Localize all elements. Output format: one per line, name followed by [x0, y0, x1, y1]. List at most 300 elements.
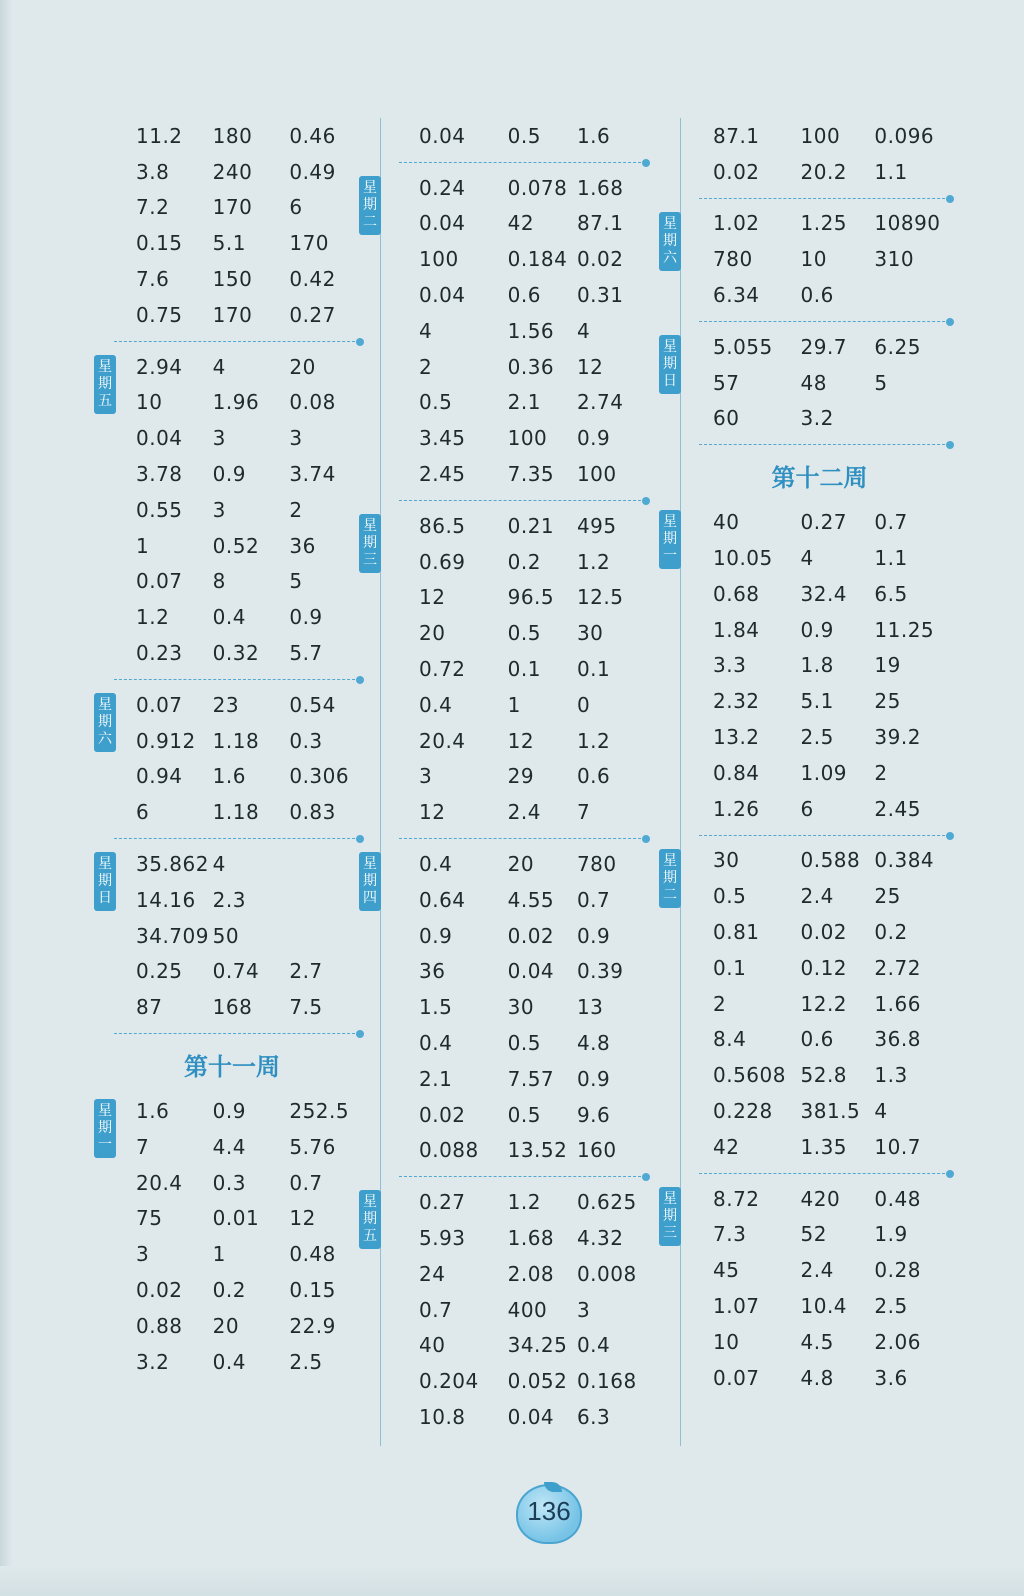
answer-value: 100 — [507, 426, 548, 451]
answer-value: 23 — [212, 692, 240, 717]
answer-value: 6.34 — [713, 283, 760, 308]
answer-value: 1 — [136, 533, 150, 558]
answer-value: 0.2 — [212, 1278, 246, 1302]
answer-value: 180 — [212, 123, 253, 148]
answer-value: 3.74 — [289, 462, 336, 487]
answer-column-3 — [663, 118, 958, 1446]
answer-value: 1 — [212, 1242, 226, 1267]
answer-value: 30 — [576, 621, 604, 646]
answer-value: 0.08 — [289, 390, 336, 415]
answer-row — [96, 954, 368, 990]
answer-value: 3 — [419, 764, 433, 789]
answer-value: 0.5 — [419, 390, 453, 415]
answer-value: 2.06 — [874, 1329, 921, 1354]
answer-value: 0.2 — [874, 920, 908, 945]
answer-value: 60 — [713, 406, 740, 431]
answer-value: 0.64 — [419, 887, 466, 912]
answer-row — [381, 544, 654, 580]
answer-value: 2.5 — [800, 725, 834, 750]
answer-value: 42 — [507, 211, 535, 236]
weekday-tag: 星 期 三 — [359, 514, 381, 573]
answer-row — [96, 846, 368, 882]
answer-value: 1.26 — [713, 796, 760, 821]
weekday-tag: 星 期 日 — [94, 852, 116, 911]
answer-value: 0.23 — [136, 641, 183, 666]
answer-value: 0.7 — [874, 510, 908, 535]
answer-value: 150 — [212, 267, 253, 292]
answer-value: 4 — [800, 546, 814, 571]
answer-value: 7.2 — [136, 195, 170, 220]
answer-row — [681, 755, 958, 791]
answer-value: 0.9 — [212, 462, 246, 487]
answer-value: 7.5 — [289, 995, 323, 1020]
answer-value: 5 — [874, 370, 888, 395]
answer-value: 0.12 — [800, 955, 848, 980]
answer-column-1 — [96, 118, 368, 1446]
answer-value: 10 — [800, 247, 827, 272]
answer-value: 5.93 — [419, 1226, 466, 1250]
answer-row — [381, 170, 654, 206]
answer-row — [96, 599, 368, 635]
day-block — [363, 846, 654, 1168]
answer-row — [681, 401, 958, 437]
answer-value: 0.04 — [419, 123, 466, 148]
answer-value: 7 — [576, 800, 591, 825]
answer-value: 0.02 — [507, 923, 555, 948]
answer-value: 0.912 — [136, 728, 196, 753]
answer-row — [96, 349, 368, 385]
answer-value: 20.4 — [419, 728, 466, 753]
answer-row — [381, 206, 654, 242]
answer-value: 0.48 — [289, 1242, 336, 1267]
answer-value: 40 — [419, 1333, 446, 1358]
answer-value: 3 — [136, 1242, 150, 1267]
answer-row — [96, 1093, 368, 1129]
answer-value: 8 — [212, 569, 226, 594]
answer-value: 87 — [136, 995, 163, 1020]
answer-value: 0.83 — [289, 800, 336, 825]
answer-value: 5.7 — [289, 641, 323, 666]
answer-value: 25 — [874, 884, 901, 909]
answer-row — [381, 954, 654, 990]
answer-value: 0.9 — [800, 617, 834, 642]
answer-value: 2 — [419, 354, 433, 379]
answer-row — [96, 118, 368, 154]
answer-value: 1.02 — [713, 211, 760, 236]
answer-value: 1.66 — [874, 991, 921, 1016]
answer-value: 6.5 — [874, 581, 908, 606]
answer-value: 780 — [576, 852, 617, 877]
week-title: 第十一周 — [184, 1052, 280, 1082]
answer-value: 0.7 — [419, 1297, 453, 1322]
day-block — [363, 508, 654, 830]
answer-row — [681, 154, 958, 190]
answer-row — [96, 687, 368, 723]
answer-value: 381.5 — [800, 1099, 861, 1124]
answer-value: 3.45 — [419, 426, 466, 451]
answer-value: 35.862 — [136, 852, 209, 877]
answer-row — [681, 329, 958, 365]
answer-value: 1.1 — [874, 159, 908, 184]
answer-row — [381, 1256, 654, 1292]
answer-value: 13.52 — [507, 1138, 568, 1163]
answer-value: 100 — [800, 123, 841, 148]
day-block — [96, 349, 368, 671]
answer-value: 2 — [874, 760, 888, 785]
answer-value: 8.4 — [713, 1027, 747, 1052]
answer-value: 0.9 — [289, 605, 323, 630]
answer-value: 0.27 — [289, 302, 336, 327]
answer-row — [381, 723, 654, 759]
answer-value: 4 — [419, 318, 433, 343]
answer-value: 3 — [212, 426, 226, 451]
page-edge — [0, 0, 12, 1596]
page-bottom-shadow — [0, 1566, 1024, 1596]
answer-row — [681, 683, 958, 719]
answer-value: 52.8 — [800, 1063, 848, 1088]
answer-value: 20 — [212, 1313, 240, 1338]
answer-value: 2.72 — [874, 955, 921, 980]
answer-row — [381, 1399, 654, 1435]
answer-value: 6 — [136, 800, 150, 825]
answer-value: 11.25 — [874, 617, 935, 642]
answer-value: 12 — [419, 800, 446, 825]
answer-value: 30 — [507, 995, 535, 1020]
answer-value: 0.5608 — [713, 1063, 786, 1088]
answer-row — [381, 759, 654, 795]
answer-value: 0.02 — [713, 159, 760, 184]
answer-value: 0.04 — [419, 283, 466, 308]
answer-value: 0.32 — [212, 641, 260, 666]
day-block — [381, 118, 654, 154]
weekday-tag: 星 期 一 — [659, 510, 681, 569]
answer-value: 0.5 — [713, 884, 747, 909]
answer-value: 1.56 — [507, 318, 555, 343]
answer-row — [681, 719, 958, 755]
answer-value: 780 — [713, 247, 753, 272]
answer-value: 14.16 — [136, 887, 196, 912]
answer-value: 0.184 — [507, 247, 568, 272]
answer-value: 0.168 — [576, 1369, 637, 1394]
answer-value: 0.04 — [419, 211, 466, 236]
answer-row — [681, 1217, 958, 1253]
day-block — [96, 687, 368, 830]
day-block — [663, 843, 958, 1165]
answer-value: 0.4 — [212, 605, 246, 630]
section-divider — [381, 154, 654, 170]
answer-value: 1.9 — [874, 1222, 908, 1247]
answer-value: 1.6 — [576, 123, 611, 148]
section-divider — [681, 313, 958, 329]
answer-row — [381, 1363, 654, 1399]
answer-row — [381, 349, 654, 385]
answer-value: 0.4 — [212, 1349, 246, 1374]
answer-row — [681, 843, 958, 879]
answer-row — [381, 241, 654, 277]
answer-value: 4 — [874, 1099, 888, 1124]
answer-value: 1 — [507, 692, 521, 717]
answer-value: 34.25 — [507, 1333, 568, 1358]
answer-row — [381, 118, 654, 154]
leaf-icon — [544, 1482, 562, 1492]
answer-row — [681, 206, 958, 242]
answer-row — [681, 1181, 958, 1217]
answer-value: 0.4 — [576, 1333, 611, 1358]
answer-value: 2.45 — [874, 796, 921, 821]
answer-value: 9.6 — [576, 1102, 611, 1127]
answer-value: 87.1 — [713, 123, 760, 148]
section-divider — [96, 671, 368, 687]
answer-value: 20 — [289, 354, 316, 379]
answer-value: 1.6 — [212, 764, 246, 789]
answer-value: 2.5 — [874, 1294, 908, 1318]
answer-value: 4.5 — [800, 1329, 834, 1354]
answer-value: 1.2 — [576, 728, 611, 753]
answer-row — [681, 1288, 958, 1324]
answer-value: 0.384 — [874, 848, 935, 873]
answer-value: 25 — [874, 689, 901, 714]
answer-value: 32.4 — [800, 581, 848, 606]
answer-value: 2.4 — [800, 884, 834, 909]
answer-row — [681, 504, 958, 540]
answer-value: 45 — [713, 1258, 740, 1283]
answer-value: 4 — [576, 318, 591, 343]
answer-value: 24 — [419, 1261, 446, 1286]
answer-value: 3.2 — [136, 1349, 170, 1374]
answer-value: 4.4 — [212, 1134, 246, 1159]
answer-value: 3 — [212, 497, 226, 522]
answer-value: 75 — [136, 1206, 163, 1231]
answer-value: 7.35 — [507, 462, 555, 487]
answer-value: 1.3 — [874, 1063, 908, 1088]
answer-row — [681, 1057, 958, 1093]
answer-value: 5.1 — [212, 231, 246, 256]
answer-row — [96, 420, 368, 456]
answer-value: 0.5 — [507, 1102, 541, 1127]
answer-row — [96, 528, 368, 564]
weekday-tag: 星 期 六 — [659, 212, 681, 271]
answer-value: 2.94 — [136, 354, 183, 379]
answer-value: 170 — [212, 302, 253, 327]
answer-value: 0.81 — [713, 920, 760, 945]
answer-value: 5.76 — [289, 1134, 336, 1159]
answer-value: 36.8 — [874, 1027, 921, 1052]
answer-row — [381, 456, 654, 492]
answer-value: 13.2 — [713, 725, 760, 750]
answer-value: 0.75 — [136, 302, 183, 327]
section-divider — [681, 827, 958, 843]
answer-row — [96, 882, 368, 918]
answer-value: 0.1 — [507, 657, 541, 682]
answer-value: 2.1 — [419, 1066, 453, 1091]
answer-value: 20 — [419, 621, 446, 646]
weekday-tag: 星 期 五 — [94, 355, 116, 414]
answer-value: 1.2 — [576, 549, 611, 574]
answer-value: 0.31 — [576, 283, 624, 308]
section-divider — [381, 492, 654, 508]
answer-row — [381, 651, 654, 687]
answer-value: 0.69 — [419, 549, 466, 574]
answer-row — [681, 612, 958, 648]
answer-row — [681, 1324, 958, 1360]
day-block — [96, 846, 368, 1025]
answer-value: 3 — [576, 1297, 591, 1322]
answer-row — [681, 241, 958, 277]
answer-row — [681, 986, 958, 1022]
answer-value: 100 — [419, 247, 459, 272]
day-block — [663, 1181, 958, 1396]
answer-value: 100 — [576, 462, 617, 487]
answer-row — [96, 1272, 368, 1308]
answer-row — [381, 882, 654, 918]
answer-value: 0.3 — [289, 728, 323, 753]
answer-value: 6 — [289, 195, 303, 220]
answer-row — [96, 492, 368, 528]
answer-value: 7 — [136, 1134, 150, 1159]
answer-value: 0.07 — [136, 569, 183, 594]
answer-value: 0.54 — [289, 692, 336, 717]
answer-value: 2.08 — [507, 1261, 555, 1286]
answer-row — [381, 1220, 654, 1256]
answer-value: 0.5 — [507, 1031, 541, 1056]
answer-value: 50 — [212, 923, 240, 948]
answer-value: 0.588 — [800, 848, 861, 873]
answer-row — [381, 277, 654, 313]
answer-value: 48 — [800, 370, 827, 395]
answer-value: 12.5 — [576, 585, 624, 610]
answer-value: 2.5 — [289, 1349, 323, 1374]
answer-value: 2.45 — [419, 462, 466, 487]
answer-value: 0.228 — [713, 1099, 773, 1124]
answer-row — [96, 1201, 368, 1237]
page-number-badge — [516, 1480, 586, 1548]
answer-row — [96, 154, 368, 190]
day-block — [663, 206, 958, 313]
answer-value: 0 — [576, 692, 591, 717]
answer-value: 0.306 — [289, 764, 350, 789]
answer-value: 0.9 — [576, 426, 611, 451]
weekday-tag: 星 期 一 — [94, 1099, 116, 1158]
section-divider — [96, 830, 368, 846]
answer-value: 0.2 — [507, 549, 541, 574]
answer-value: 3 — [289, 426, 303, 451]
answer-row — [381, 846, 654, 882]
answer-value: 12 — [576, 354, 604, 379]
answer-value: 0.15 — [289, 1278, 336, 1302]
answer-value: 160 — [576, 1138, 617, 1163]
answer-value: 2.4 — [507, 800, 541, 825]
day-block — [663, 504, 958, 826]
section-divider — [381, 1168, 654, 1184]
answer-value: 0.27 — [800, 510, 848, 535]
section-divider — [681, 436, 958, 452]
answer-value: 0.9 — [212, 1099, 246, 1124]
answer-row — [681, 118, 958, 154]
answer-value: 2.4 — [800, 1258, 834, 1283]
weekday-tag: 星 期 三 — [659, 1187, 681, 1246]
answer-value: 10 — [136, 390, 163, 415]
answer-row — [96, 1129, 368, 1165]
answer-value: 6.3 — [576, 1404, 611, 1429]
week-title: 第十二周 — [771, 463, 868, 493]
answer-value: 0.01 — [212, 1206, 260, 1231]
answer-row — [381, 989, 654, 1025]
answer-row — [681, 1252, 958, 1288]
answer-row — [96, 918, 368, 954]
answer-row — [96, 989, 368, 1025]
answer-value: 6.25 — [874, 334, 921, 359]
answer-row — [681, 365, 958, 401]
answer-value: 0.88 — [136, 1313, 183, 1338]
answer-value: 0.25 — [136, 959, 183, 984]
answer-row — [681, 540, 958, 576]
answer-value: 0.04 — [136, 426, 183, 451]
answer-row — [96, 456, 368, 492]
answer-value: 11.2 — [136, 123, 183, 148]
answer-value: 29 — [507, 764, 535, 789]
answer-value: 2.3 — [212, 887, 246, 912]
answer-value: 0.07 — [713, 1365, 760, 1390]
answer-row — [96, 759, 368, 795]
answer-value: 19 — [874, 653, 901, 678]
answer-value: 42 — [713, 1134, 740, 1159]
answer-value: 4.32 — [576, 1226, 624, 1250]
answer-row — [381, 1328, 654, 1364]
section-divider — [96, 1025, 368, 1041]
answer-row — [96, 723, 368, 759]
answer-value: 1.1 — [874, 546, 908, 571]
answer-value: 0.04 — [507, 1404, 555, 1429]
answer-row — [681, 1360, 958, 1396]
answer-value: 1.8 — [800, 653, 834, 678]
answer-value: 5.1 — [800, 689, 834, 714]
answer-value: 12 — [289, 1206, 316, 1231]
answer-value: 1.25 — [800, 211, 848, 236]
answer-value: 7.6 — [136, 267, 170, 292]
answer-value: 22.9 — [289, 1313, 336, 1338]
answer-row — [381, 1025, 654, 1061]
answer-value: 0.6 — [800, 1027, 834, 1052]
answer-value: 0.6 — [507, 283, 541, 308]
answer-row — [96, 261, 368, 297]
answer-value: 1.07 — [713, 1294, 760, 1318]
answer-row — [381, 313, 654, 349]
answer-row — [96, 1236, 368, 1272]
answer-value: 0.49 — [289, 159, 336, 184]
day-block — [363, 1184, 654, 1435]
answer-value: 1.18 — [212, 728, 260, 753]
answer-row — [381, 1061, 654, 1097]
answer-value: 0.68 — [713, 581, 760, 606]
answer-row — [381, 794, 654, 830]
answer-value: 20 — [507, 852, 535, 877]
answer-value: 0.4 — [419, 692, 453, 717]
answer-value: 12.2 — [800, 991, 848, 1016]
answer-row — [681, 914, 958, 950]
answer-value: 5 — [289, 569, 303, 594]
answer-value: 3.3 — [713, 653, 747, 678]
answer-value: 0.6 — [576, 764, 611, 789]
answer-value: 1.09 — [800, 760, 848, 785]
answer-value: 20.2 — [800, 159, 848, 184]
answer-value: 13 — [576, 995, 604, 1020]
answer-value: 4 — [212, 354, 226, 379]
answer-value: 8.72 — [713, 1186, 760, 1211]
answer-value: 0.02 — [800, 920, 848, 945]
answer-value: 4.55 — [507, 887, 555, 912]
weekday-tag: 星 期 二 — [659, 849, 681, 908]
answer-value: 0.078 — [507, 175, 568, 200]
